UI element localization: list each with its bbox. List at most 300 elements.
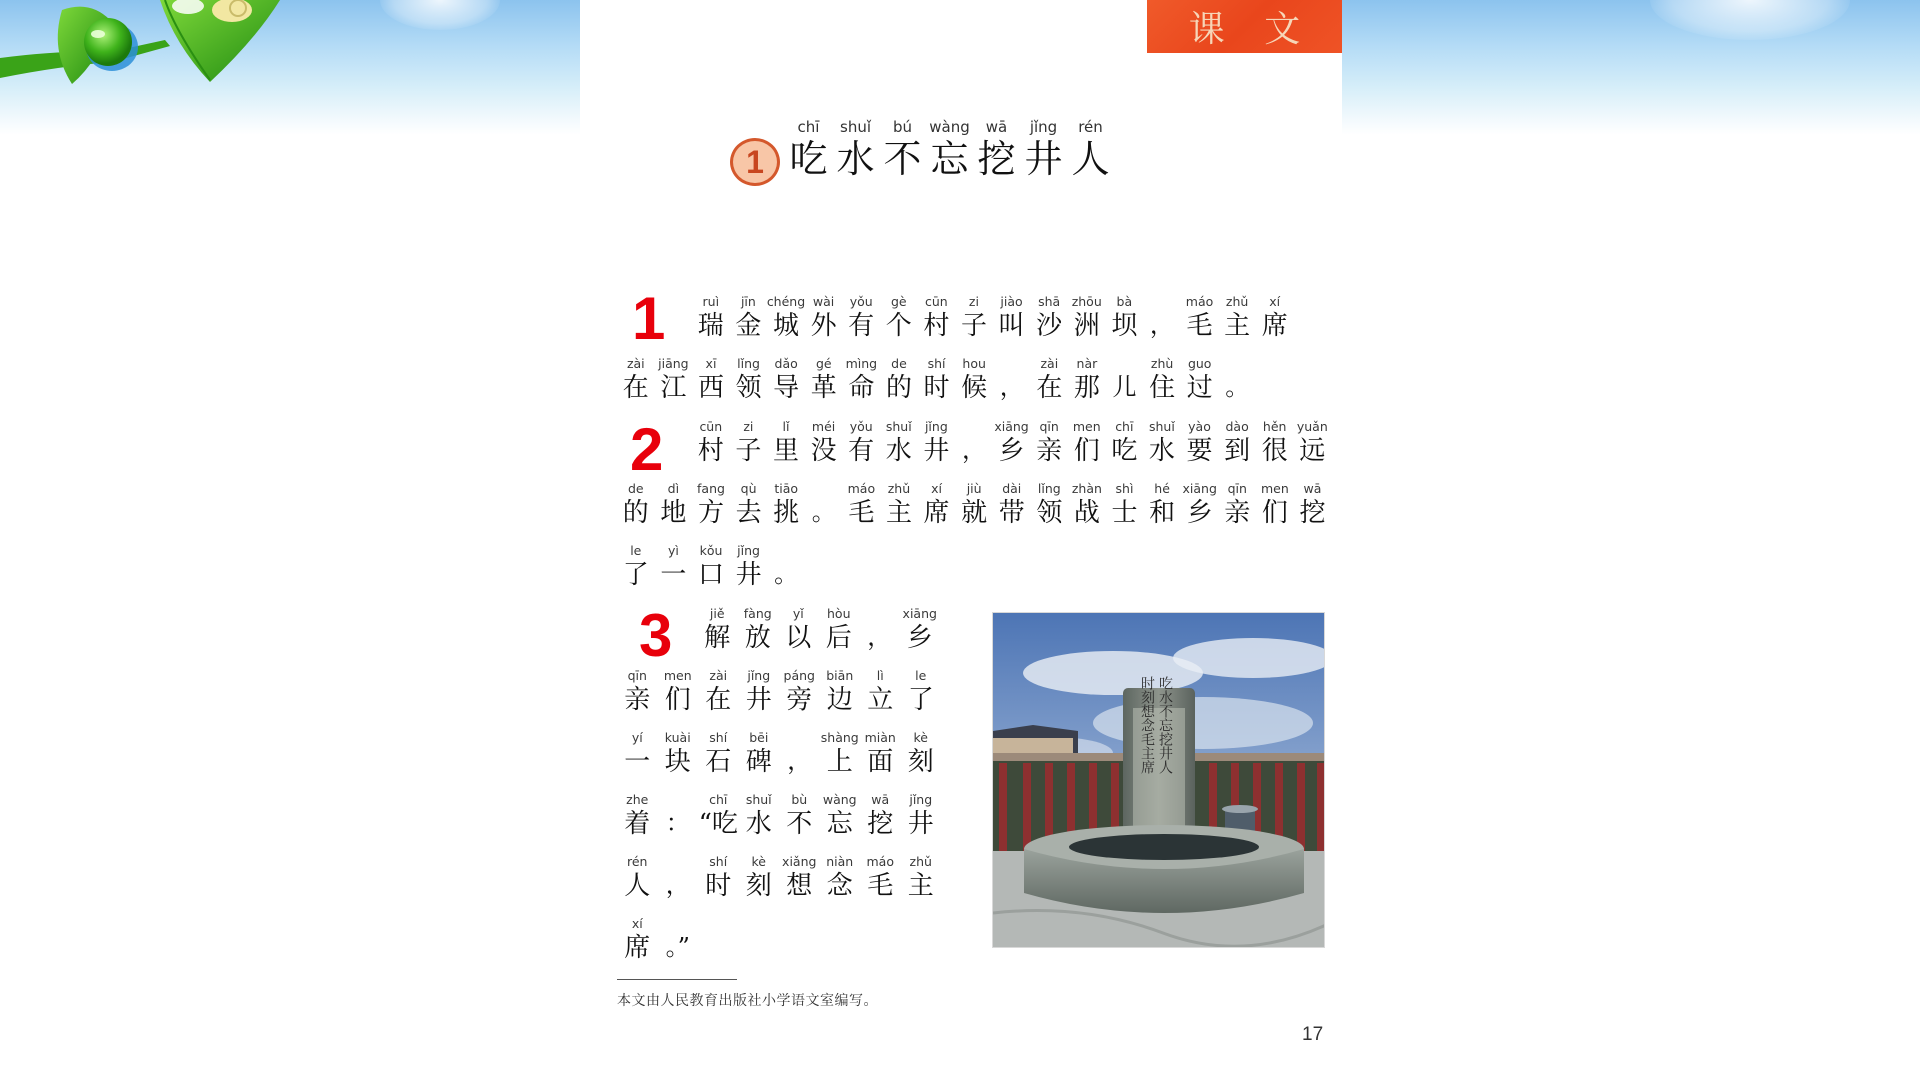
hanzi: 。 (811, 498, 836, 526)
hanzi-with-pinyin (730, 356, 768, 401)
hanzi-with-pinyin (820, 730, 861, 775)
hanzi: 。 (1225, 373, 1250, 401)
hanzi-with-pinyin (617, 916, 658, 961)
text-line (617, 854, 941, 899)
pinyin: men (663, 668, 692, 683)
hanzi-with-pinyin (860, 730, 901, 775)
hanzi: ， (1149, 311, 1174, 339)
pinyin: mìng (845, 356, 878, 371)
pinyin: zhǔ (887, 481, 911, 496)
hanzi-with-pinyin (1256, 419, 1294, 464)
hanzi: 们 (1261, 498, 1288, 528)
hanzi-with-pinyin (860, 792, 901, 837)
hanzi: 战 (1073, 498, 1100, 528)
hanzi: 沙 (1036, 311, 1063, 341)
hanzi-with-pinyin (1068, 356, 1106, 401)
text-line (617, 668, 941, 713)
hanzi: 西 (697, 373, 724, 403)
stele-inscription: 吃水不忘挖井人 (1157, 676, 1173, 774)
tab-label-text: 文 (1264, 9, 1301, 50)
hanzi: 金 (735, 311, 762, 341)
pinyin: páng (783, 668, 815, 683)
page-number: 17 (1302, 1024, 1324, 1045)
pinyin: zhǔ (1225, 294, 1249, 309)
hanzi-with-pinyin (617, 668, 658, 713)
hanzi-with-pinyin (779, 668, 820, 713)
pinyin: shuǐ (885, 419, 912, 434)
punctuation (767, 543, 805, 588)
hanzi-with-pinyin (805, 356, 843, 401)
pinyin: biān (826, 668, 854, 683)
hanzi-with-pinyin (617, 543, 655, 588)
hanzi-with-pinyin (692, 419, 730, 464)
pinyin: men (1260, 481, 1289, 496)
pinyin: jiào (1000, 294, 1023, 309)
hanzi-with-pinyin (993, 294, 1031, 339)
hanzi: 方 (697, 498, 724, 528)
hanzi-with-pinyin (805, 294, 843, 339)
hanzi-with-pinyin (1256, 481, 1294, 526)
hanzi-with-pinyin (778, 606, 819, 651)
pinyin: xí (631, 916, 643, 931)
hanzi: ， (867, 623, 892, 651)
hanzi: 挑 (773, 498, 800, 528)
pinyin: wàng (822, 792, 857, 807)
punctuation (1143, 294, 1181, 339)
hanzi-with-pinyin (918, 294, 956, 339)
hanzi-with-pinyin (739, 730, 780, 775)
hanzi: ， (999, 373, 1024, 401)
hanzi: 城 (772, 311, 799, 341)
pinyin: xiāng (994, 419, 1029, 434)
hanzi: 水 (745, 809, 772, 839)
pinyin: fàng (743, 606, 772, 621)
hanzi-with-pinyin (779, 854, 820, 899)
pinyin: zhù (1150, 356, 1174, 371)
hanzi-with-pinyin (843, 481, 881, 526)
hanzi-with-pinyin (901, 668, 942, 713)
pinyin: kè (913, 730, 928, 745)
hanzi: 以 (785, 623, 812, 653)
pinyin: zhōu (1071, 294, 1102, 309)
pinyin: cūn (699, 419, 723, 434)
hanzi-with-pinyin (900, 606, 941, 651)
hanzi: 放 (744, 623, 771, 653)
paragraph-marker-2: 2 (630, 416, 664, 483)
pinyin: le (630, 543, 642, 558)
hanzi: 乡 (906, 623, 933, 653)
lesson-number-badge: 1 (730, 138, 780, 186)
text-line (692, 294, 1294, 339)
pinyin: xiāng (902, 606, 937, 621)
pinyin: hé (1154, 481, 1170, 496)
hanzi-with-pinyin (1106, 419, 1144, 464)
punctuation (955, 419, 993, 464)
pinyin: jiě (709, 606, 725, 621)
pinyin: nàr (1076, 356, 1098, 371)
text-line (617, 356, 1256, 401)
title-char: bú 不 (883, 118, 922, 181)
hanzi: 刻 (907, 747, 934, 777)
pinyin: jǐng (737, 543, 760, 558)
hanzi-with-pinyin (692, 356, 730, 401)
hanzi-with-pinyin (692, 294, 730, 339)
pinyin: jǐng (924, 419, 948, 434)
hanzi: ， (961, 436, 986, 464)
pinyin: zhe (626, 792, 649, 807)
pinyin: jiāng (658, 356, 689, 371)
pinyin: yuǎn (1296, 419, 1328, 434)
pinyin: qīn (627, 668, 647, 683)
hanzi: 主 (907, 871, 934, 901)
hanzi: 在 (705, 685, 732, 715)
hanzi: 吃 (1111, 436, 1138, 466)
hanzi-with-pinyin (993, 419, 1031, 464)
pinyin: chī (1115, 419, 1134, 434)
pinyin: jǐng (747, 668, 771, 683)
hanzi-with-pinyin (1181, 481, 1219, 526)
hanzi: 碑 (745, 747, 772, 777)
lesson-title (785, 118, 1114, 181)
footnote-divider (617, 979, 737, 980)
pinyin: gè (890, 294, 907, 309)
hanzi: 想 (786, 871, 813, 901)
hanzi-with-pinyin (692, 481, 730, 526)
hanzi: 候 (961, 373, 988, 403)
hanzi: 过 (1186, 373, 1213, 403)
title-char: rén 人 (1071, 118, 1110, 181)
hanzi: 旁 (786, 685, 813, 715)
hanzi-with-pinyin (843, 356, 881, 401)
hanzi: ， (787, 747, 812, 775)
hanzi: 边 (826, 685, 853, 715)
pinyin: tiāo (774, 481, 799, 496)
hanzi-with-pinyin (820, 854, 861, 899)
pinyin: xí (931, 481, 942, 496)
title-char: chī 吃 (789, 118, 828, 181)
pinyin: yào (1188, 419, 1211, 434)
hanzi-with-pinyin (842, 294, 880, 339)
hanzi-with-pinyin (880, 356, 918, 401)
hanzi: 了 (622, 560, 649, 590)
title-char: wā 挖 (977, 118, 1016, 181)
hanzi: 要 (1186, 436, 1213, 466)
pinyin: shí (709, 730, 728, 745)
hanzi: 一 (624, 747, 651, 777)
hanzi-with-pinyin (1143, 419, 1181, 464)
hanzi-with-pinyin (1031, 481, 1069, 526)
hanzi: 个 (885, 311, 912, 341)
hanzi: 革 (810, 373, 837, 403)
pinyin: bēi (749, 730, 769, 745)
hanzi: 远 (1299, 436, 1326, 466)
pinyin: hòu (827, 606, 851, 621)
hanzi-with-pinyin (738, 606, 779, 651)
text-line (697, 606, 940, 651)
hanzi: 主 (885, 498, 912, 528)
hanzi-with-pinyin (767, 481, 805, 526)
pinyin: shí (927, 356, 946, 371)
pinyin: wā (1303, 481, 1322, 496)
hanzi-with-pinyin (1106, 294, 1144, 339)
hanzi: 席 (923, 498, 950, 528)
hanzi-with-pinyin (1219, 481, 1257, 526)
hanzi: 后 (825, 623, 852, 653)
pinyin: hěn (1262, 419, 1287, 434)
hanzi: 念 (826, 871, 853, 901)
pinyin: ruì (702, 294, 720, 309)
pinyin: de (627, 481, 644, 496)
hanzi: 们 (1073, 436, 1100, 466)
hanzi: 很 (1261, 436, 1288, 466)
pinyin: shuǐ (1149, 419, 1175, 434)
pinyin: qù (740, 481, 757, 496)
hanzi-with-pinyin (955, 481, 993, 526)
hanzi: 领 (735, 373, 762, 403)
hanzi-with-pinyin (901, 854, 942, 899)
hanzi-with-pinyin (655, 481, 693, 526)
hanzi: 乡 (998, 436, 1025, 466)
hanzi: 儿 (1112, 373, 1137, 401)
pinyin: zhàn (1071, 481, 1102, 496)
hanzi-with-pinyin (1143, 481, 1181, 526)
footnote: 本文由人民教育出版社小学语文室编写。 (617, 993, 878, 1009)
tab-label-lesson: 课 (1188, 9, 1225, 50)
hanzi: 村 (697, 436, 724, 466)
hanzi: 刻 (745, 871, 772, 901)
pinyin: shàng (820, 730, 859, 745)
hanzi-with-pinyin (1068, 481, 1106, 526)
hanzi: 井 (745, 685, 772, 715)
hanzi-with-pinyin (1031, 356, 1069, 401)
hanzi: ： (665, 809, 690, 837)
hanzi: 村 (923, 311, 950, 341)
hanzi: ， (665, 871, 690, 899)
hanzi: 有 (848, 311, 875, 341)
pinyin: zhǔ (909, 854, 932, 869)
pinyin: niàn (826, 854, 854, 869)
pinyin: kǒu (699, 543, 723, 558)
hanzi-with-pinyin (993, 481, 1031, 526)
hanzi: 水 (1148, 436, 1175, 466)
pinyin: yì (667, 543, 679, 558)
hanzi-with-pinyin (739, 792, 780, 837)
hanzi: 的 (885, 373, 912, 403)
title-char: jǐng 井 (1024, 118, 1063, 181)
hanzi-with-pinyin (658, 730, 699, 775)
hanzi-with-pinyin (739, 668, 780, 713)
hanzi-with-pinyin (730, 419, 768, 464)
pinyin: kè (751, 854, 766, 869)
pinyin: zi (743, 419, 754, 434)
pinyin: jīn (740, 294, 756, 309)
hanzi: 忘 (826, 809, 853, 839)
hanzi-with-pinyin (880, 294, 918, 339)
vine-leaf-decoration (0, 0, 300, 100)
hanzi: 和 (1149, 498, 1176, 528)
hanzi: 了 (907, 685, 934, 715)
hanzi-with-pinyin (767, 356, 805, 401)
hanzi-with-pinyin (730, 543, 768, 588)
hanzi: 们 (664, 685, 691, 715)
text-line (617, 481, 1331, 526)
hanzi: 去 (735, 498, 762, 528)
pinyin: bà (1116, 294, 1133, 309)
pinyin: hou (962, 356, 986, 371)
hanzi-with-pinyin (901, 730, 942, 775)
hanzi-with-pinyin (1181, 294, 1219, 339)
hanzi: 命 (848, 373, 875, 403)
hanzi: 导 (773, 373, 800, 403)
hanzi-with-pinyin (842, 419, 880, 464)
hanzi: 毛 (867, 871, 894, 901)
pinyin: le (915, 668, 927, 683)
svg-text:时刻想念毛主席: 时刻想念毛主席 (1139, 676, 1155, 774)
hanzi: 井 (907, 809, 934, 839)
text-line (692, 419, 1331, 464)
hanzi-with-pinyin (617, 481, 655, 526)
pinyin: shí (709, 854, 728, 869)
hanzi-with-pinyin (658, 668, 699, 713)
pinyin: jǐng (909, 792, 933, 807)
hanzi: 口 (697, 560, 724, 590)
pinyin: qīn (1227, 481, 1247, 496)
hanzi: 子 (960, 311, 987, 341)
pinyin: qīn (1039, 419, 1059, 434)
pinyin: zi (968, 294, 979, 309)
hanzi: 带 (998, 498, 1025, 528)
hanzi: 地 (660, 498, 687, 528)
pinyin: wài (812, 294, 835, 309)
punctuation (779, 730, 820, 775)
punctuation (658, 916, 699, 961)
pinyin: rén (627, 854, 648, 869)
pinyin: guo (1187, 356, 1212, 371)
hanzi: 乡 (1186, 498, 1213, 528)
hanzi-with-pinyin (1143, 356, 1181, 401)
punctuation (859, 606, 900, 651)
punctuation (805, 481, 843, 526)
pinyin: shì (1115, 481, 1134, 496)
hanzi-with-pinyin (860, 668, 901, 713)
hanzi: 块 (664, 747, 691, 777)
hanzi-with-pinyin (698, 792, 739, 837)
hanzi-with-pinyin (820, 792, 861, 837)
hanzi-with-pinyin (1106, 481, 1144, 526)
hanzi: 里 (772, 436, 799, 466)
hanzi-with-pinyin (880, 419, 918, 464)
title-char: wàng 忘 (929, 118, 970, 181)
paragraph-marker-3: 3 (639, 602, 673, 669)
hanzi: 住 (1149, 373, 1176, 403)
hanzi: 面 (867, 747, 894, 777)
hanzi: 。 (774, 560, 799, 588)
hanzi: 上 (826, 747, 853, 777)
hanzi: 就 (961, 498, 988, 528)
hanzi-with-pinyin (730, 294, 768, 339)
pinyin: miàn (864, 730, 896, 745)
pinyin: chéng (766, 294, 806, 309)
hanzi-with-pinyin (1294, 419, 1332, 464)
hanzi: 到 (1224, 436, 1251, 466)
punctuation (658, 792, 699, 837)
hanzi: “吃 (698, 809, 738, 839)
hanzi-with-pinyin (767, 294, 805, 339)
hanzi: 亲 (1036, 436, 1063, 466)
pinyin: gé (815, 356, 832, 371)
hanzi: 席 (1261, 311, 1288, 341)
hanzi-with-pinyin (860, 854, 901, 899)
hanzi: 亲 (624, 685, 651, 715)
pinyin: men (1072, 419, 1101, 434)
pinyin: lǐ (782, 419, 790, 434)
pinyin: yǐ (792, 606, 804, 621)
hanzi: 一 (660, 560, 687, 590)
hanzi-with-pinyin (819, 606, 860, 651)
pinyin: shuǐ (745, 792, 772, 807)
pinyin: jiù (966, 481, 982, 496)
cloud-decoration (380, 0, 500, 30)
pinyin: xiǎng (782, 854, 817, 869)
pinyin: máo (866, 854, 894, 869)
pinyin: lǐng (737, 356, 760, 371)
hanzi: 时 (705, 871, 732, 901)
hanzi: 挖 (867, 809, 894, 839)
hanzi: 坝 (1111, 311, 1138, 341)
hanzi: 在 (622, 373, 649, 403)
hanzi-with-pinyin (698, 668, 739, 713)
hanzi: 士 (1111, 498, 1138, 528)
pinyin: kuài (664, 730, 691, 745)
pinyin: máo (1185, 294, 1214, 309)
pinyin: yí (631, 730, 643, 745)
hanzi: 主 (1224, 311, 1251, 341)
hanzi-with-pinyin (1181, 356, 1219, 401)
photo-illustration (993, 613, 1325, 948)
hanzi-with-pinyin (1181, 419, 1219, 464)
hanzi-with-pinyin (1068, 294, 1106, 339)
hanzi-with-pinyin (730, 481, 768, 526)
text-line (617, 792, 941, 837)
hanzi: 井 (735, 560, 762, 590)
hanzi-with-pinyin (617, 730, 658, 775)
hanzi: 领 (1036, 498, 1063, 528)
pinyin: zài (709, 668, 728, 683)
pinyin: bù (791, 792, 808, 807)
hanzi: 没 (810, 436, 837, 466)
hanzi: 子 (735, 436, 762, 466)
hanzi: 席 (624, 933, 651, 963)
hanzi-with-pinyin (820, 668, 861, 713)
title-char: shuǐ 水 (836, 118, 875, 181)
textbook-page (580, 0, 1342, 1080)
hanzi: 水 (885, 436, 912, 466)
text-line (617, 730, 941, 775)
hanzi: 立 (867, 685, 894, 715)
hanzi-with-pinyin (692, 543, 730, 588)
hanzi-with-pinyin (1218, 419, 1256, 464)
pinyin: dì (667, 481, 680, 496)
pinyin: máo (847, 481, 876, 496)
hanzi-with-pinyin (655, 543, 693, 588)
hanzi: 那 (1073, 373, 1100, 403)
hanzi-with-pinyin (918, 481, 956, 526)
hanzi: 挖 (1299, 498, 1326, 528)
text-line (617, 916, 698, 961)
pinyin: dǎo (774, 356, 798, 371)
hanzi-with-pinyin (779, 792, 820, 837)
hanzi: 时 (923, 373, 950, 403)
